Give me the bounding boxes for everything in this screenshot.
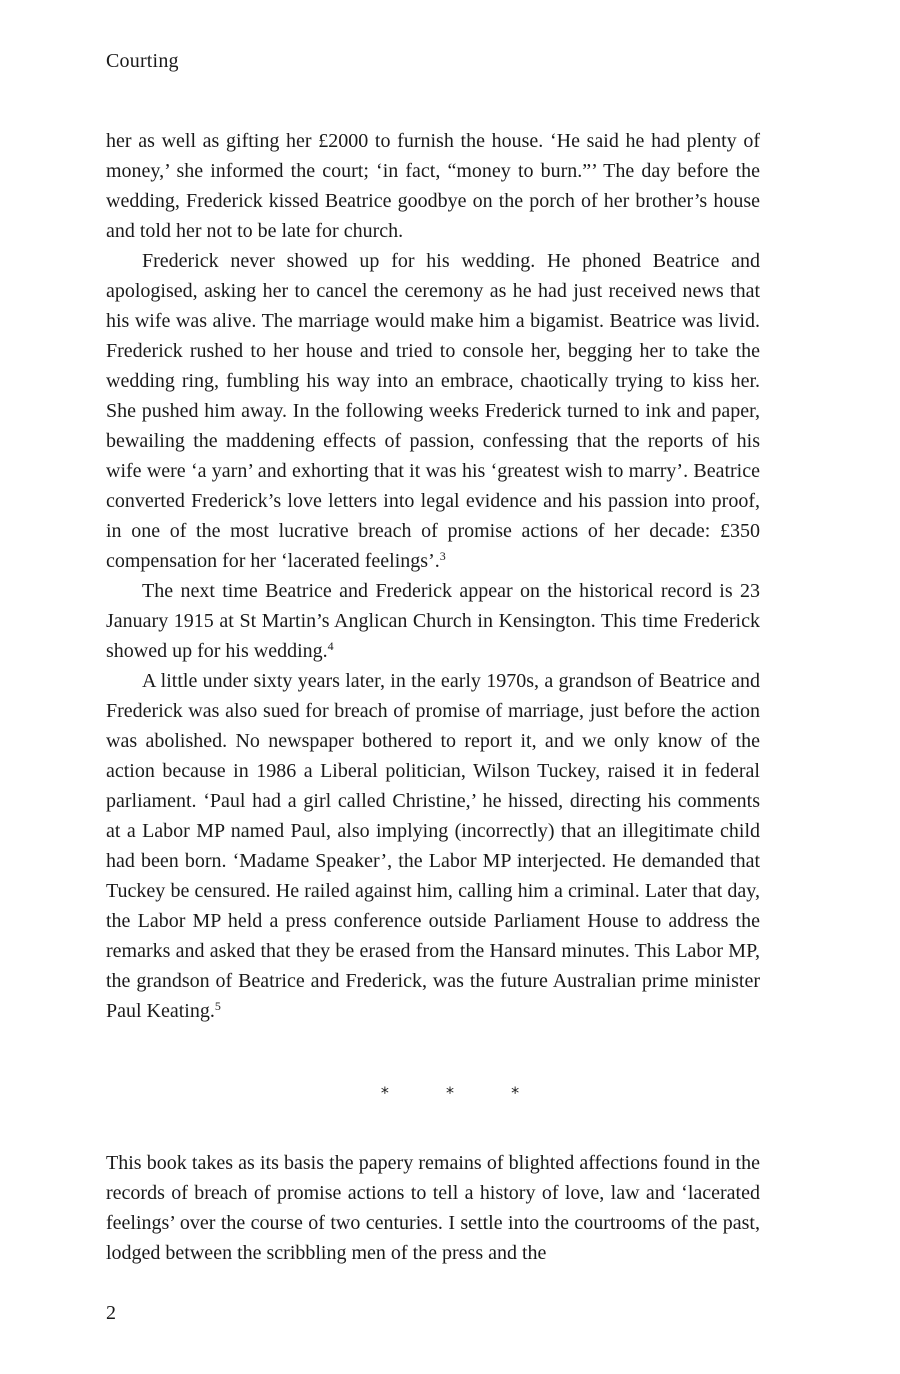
paragraph-1 <box>106 126 760 246</box>
section-two-text-block <box>106 1148 760 1268</box>
running-head: Courting <box>106 50 179 72</box>
footnote-ref-5: 5 <box>214 999 221 1013</box>
paragraph-2 <box>106 246 760 576</box>
paragraph-1-text: her as well as gifting her £2000 to furnish the house. ‘He said he had plenty of money,’ she informed the court; ‘in fact, “money to burn.”’ The day before the wedding, Frederick kissed Beatrice goodbye on the porch of her brother’s house and told her not to be late for church. <box>106 130 760 242</box>
paragraph-3 <box>106 576 760 666</box>
footnote-ref-4: 4 <box>327 639 334 653</box>
paragraph-4 <box>106 666 760 1026</box>
paragraph-4-text: A little under sixty years later, in the early 1970s, a grandson of Beatrice and Frederick was also sued for breach of promise of marriage, just before the action was abolished. No newspaper bothered to report it, and we only know of the action because in 1986 a Liberal politician, Wilson Tuckey, raised it in federal parliament. ‘Paul had a girl called Christine,’ he hissed, directing his comments at a Labor MP named Paul, also implying (incorrectly) that an illegitimate child had been born. ‘Madame Speaker’, the Labor MP interjected. He demanded that Tuckey be censured. He railed against him, calling him a criminal. Later that day, the Labor MP held a press conference outside Parliament House to address the remarks and asked that they be erased from the Hansard minutes. This Labor MP, the grandson of Beatrice and Frederick, was the future Australian prime minister Paul Keating. <box>106 670 760 1022</box>
paragraph-2-text: Frederick never showed up for his wedding. He phoned Beatrice and apologised, asking her to cancel the ceremony as he had just received news that his wife was alive. The marriage would make him a bigamist. Beatrice was livid. Frederick rushed to her house and tried to console her, begging her to take the wedding ring, fumbling his way into an embrace, chaotically trying to kiss her. She pushed him away. In the following weeks Frederick turned to ink and paper, bewailing the maddening effects of passion, confessing that the reports of his wife were ‘a yarn’ and exhorting that it was his ‘greatest wish to marry’. Beatrice converted Frederick’s love letters into legal evidence and his passion into proof, in one of the most lucrative breach of promise actions of her decade: £350 compensation for her ‘lacerated feelings’. <box>106 250 760 572</box>
section-break-asterisks: * * * <box>380 1083 546 1102</box>
paragraph-5-text: This book takes as its basis the papery remains of blighted affections found in the records of breach of promise actions to tell a history of love, law and ‘lacerated feelings’ over the course of two centuries. I settle into the courtrooms of the past, lodged between the scribbling men of the press and the <box>106 1152 760 1264</box>
main-text-block <box>106 126 760 1026</box>
paragraph-3-text: The next time Beatrice and Frederick appear on the historical record is 23 January 1915 at St Martin’s Anglican Church in Kensington. This time Frederick showed up for his wedding. <box>106 580 760 662</box>
paragraph-5 <box>106 1148 760 1268</box>
footnote-ref-3: 3 <box>439 549 446 563</box>
page-number: 2 <box>106 1302 116 1324</box>
